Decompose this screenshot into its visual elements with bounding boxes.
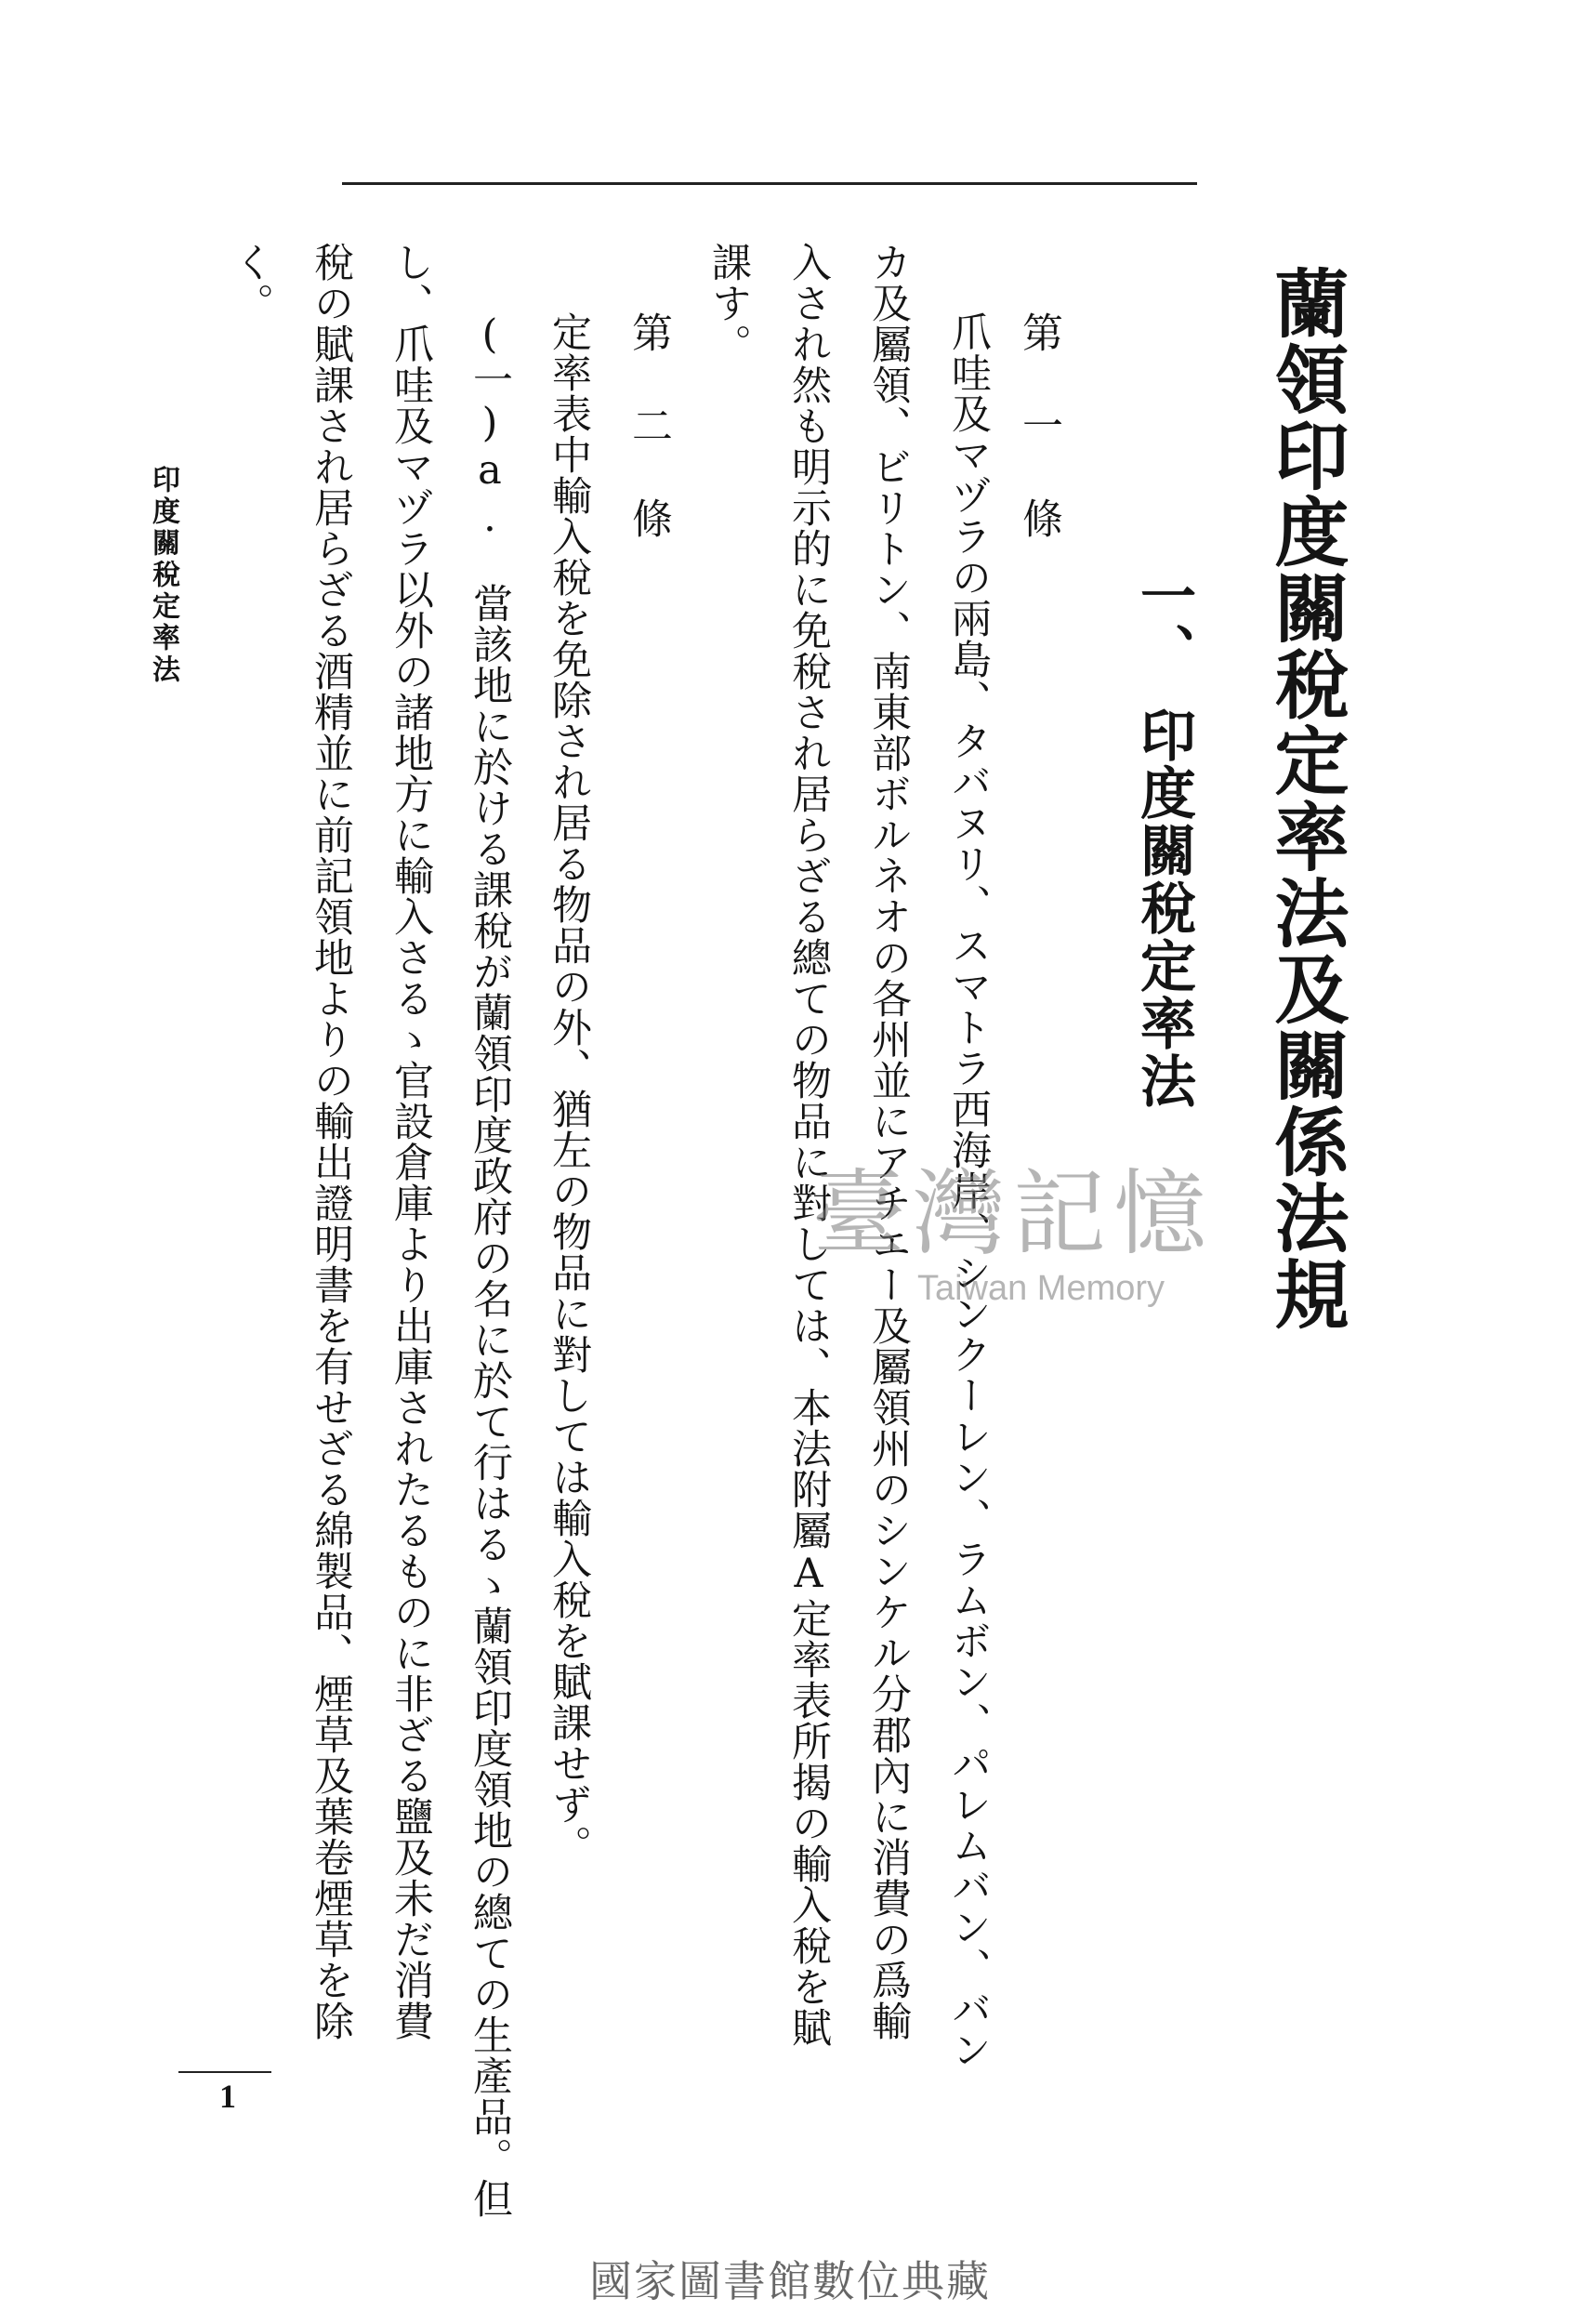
watermark-english: Taiwan Memory (916, 1269, 1165, 1308)
article-1-heading: 第一條 (1015, 311, 1062, 590)
watermark (771, 1139, 1255, 1309)
footer-caption: 國家圖書館數位典藏 (589, 2256, 991, 2306)
item-1-line: し、爪哇及マヅラ以外の諸地方に輸入さるゝ官設倉庫より出庫されたるものに非ざる鹽及未だ消費 (388, 242, 434, 2041)
article-1-line: カ及屬領、ビリトン、南東部ボルネオの各州並にアチエー及屬領州のシンケル分郡內に消費の爲輸 (865, 242, 912, 2041)
item-1-line: 稅の賦課され居らざる酒精並に前記領地よりの輸出證明書を有せざる綿製品、煙草及葉卷煙草を除 (308, 242, 354, 2041)
article-2-line: 定率表中輸入稅を免除され居る物品の外、猶左の物品に對しては輸入稅を賦課せず。 (546, 311, 592, 1866)
page-number: 1 (219, 2078, 236, 2115)
article-2-heading: 第二條 (625, 311, 672, 590)
section-heading-number: 一、 (1131, 567, 1196, 679)
article-1-line: 入され然も明示的に免稅され居らざる總ての物品に對しては、本法附屬A定率表所揭の輸入稅を賦 (785, 242, 832, 2048)
watermark-chinese: 臺灣記憶 (812, 1159, 1214, 1268)
footer-rule (178, 2071, 271, 2073)
article-1-line: 課す。 (705, 242, 752, 364)
section-heading-title: 印度關稅定率法 (1131, 706, 1196, 1110)
article-1-line: 爪哇及マヅラの兩島、タバヌリ、スマトラ西海岸、シンクーレン、ラムボン、パレムバン、バン (945, 311, 992, 2070)
main-title: 蘭領印度關稅定率法及關係法規 (1262, 265, 1350, 1332)
item-1-line: く。 (228, 242, 274, 324)
item-1-line: (一)a. 當該地に於ける課稅が蘭領印度政府の名に於て行はるゝ蘭領印度領地の總ての生產品。但 (467, 311, 513, 2219)
top-rule (342, 182, 1197, 185)
running-header: 印度關稅定率法 (147, 465, 179, 686)
